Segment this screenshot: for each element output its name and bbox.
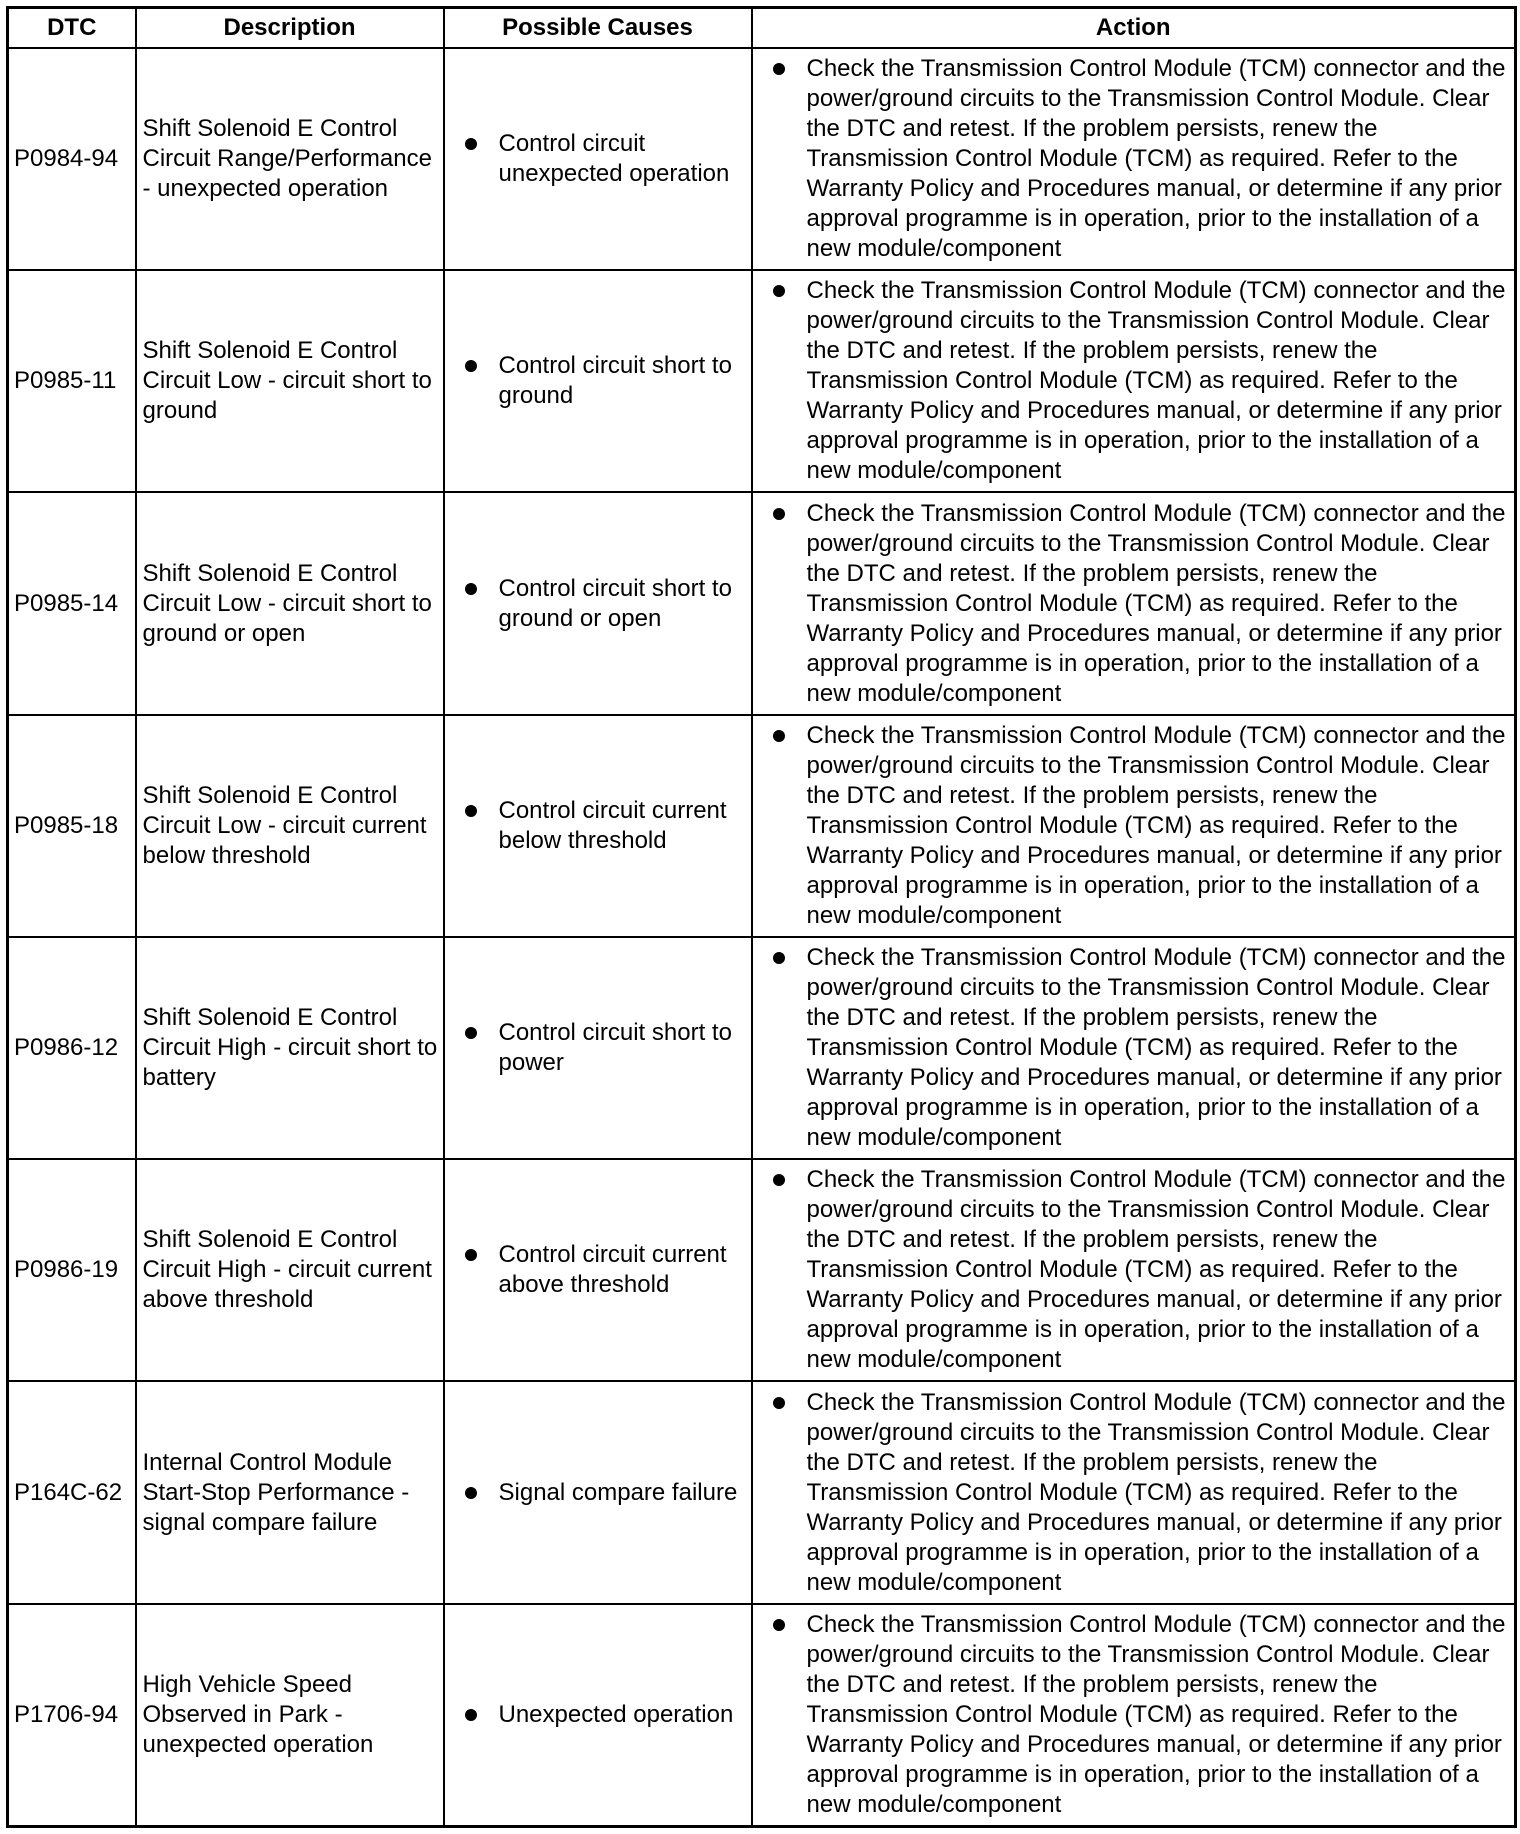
table-row [8,937,1516,1159]
action-item [773,276,1511,486]
bullet-icon [465,1027,477,1039]
bullet-icon [465,583,477,595]
dtc-code: P1706-94 [8,1604,136,1827]
dtc-code: P0984-94 [8,48,136,270]
dtc-code: P0986-19 [8,1159,136,1381]
action-item [773,721,1511,931]
action-item [773,943,1511,1153]
table-row [8,492,1516,714]
action-cell [752,270,1516,492]
table-row [8,715,1516,937]
action-item [773,54,1511,264]
dtc-description: Shift Solenoid E Control Circuit Low - circuit short to ground [136,270,444,492]
bullet-icon [465,360,477,372]
table-row [8,270,1516,492]
action-text: Check the Transmission Control Module (TCM) connector and the power/ground circuits to the Transmission Control Module. Clear the DTC and retest. If the problem persists, renew the Transmission Control Module (TCM) as required. Refer to the Warranty Policy and Procedures manual, or determine if any prior approval programme is in operation, prior to the installation of a new module/component [806,1166,1506,1374]
possible-cause-text: Control circuit current above threshold [498,1241,727,1299]
bullet-icon [773,730,785,742]
dtc-description: Shift Solenoid E Control Circuit High - circuit short to battery [136,937,444,1159]
action-item [773,1388,1511,1598]
possible-cause-item [465,796,747,856]
dtc-code: P0985-14 [8,492,136,714]
possible-cause-text: Signal compare failure [498,1478,738,1506]
possible-cause-text: Control circuit current below threshold [498,796,727,854]
action-text: Check the Transmission Control Module (TCM) connector and the power/ground circuits to the Transmission Control Module. Clear the DTC and retest. If the problem persists, renew the Transmission Control Module (TCM) as required. Refer to the Warranty Policy and Procedures manual, or determine if any prior approval programme is in operation, prior to the installation of a new module/component [806,1610,1506,1818]
action-text: Check the Transmission Control Module (TCM) connector and the power/ground circuits to the Transmission Control Module. Clear the DTC and retest. If the problem persists, renew the Transmission Control Module (TCM) as required. Refer to the Warranty Policy and Procedures manual, or determine if any prior approval programme is in operation, prior to the installation of a new module/component [806,944,1506,1152]
bullet-icon [773,1397,785,1409]
dtc-description: Internal Control Module Start-Stop Performance - signal compare failure [136,1381,444,1603]
action-text: Check the Transmission Control Module (TCM) connector and the power/ground circuits to the Transmission Control Module. Clear the DTC and retest. If the problem persists, renew the Transmission Control Module (TCM) as required. Refer to the Warranty Policy and Procedures manual, or determine if any prior approval programme is in operation, prior to the installation of a new module/component [806,1388,1506,1596]
dtc-code: P0985-11 [8,270,136,492]
dtc-code: P0985-18 [8,715,136,937]
bullet-icon [773,63,785,75]
action-text: Check the Transmission Control Module (TCM) connector and the power/ground circuits to the Transmission Control Module. Clear the DTC and retest. If the problem persists, renew the Transmission Control Module (TCM) as required. Refer to the Warranty Policy and Procedures manual, or determine if any prior approval programme is in operation, prior to the installation of a new module/component [806,55,1506,263]
table-row [8,1604,1516,1827]
possible-cause-item [465,574,747,634]
bullet-icon [465,1709,477,1721]
action-cell [752,1159,1516,1381]
dtc-description: Shift Solenoid E Control Circuit Low - circuit short to ground or open [136,492,444,714]
possible-cause-text: Control circuit short to ground or open [498,574,732,632]
bullet-icon [773,285,785,297]
possible-cause-text: Control circuit unexpected operation [498,130,730,188]
dtc-description: Shift Solenoid E Control Circuit Range/Performance - unexpected operation [136,48,444,270]
possible-cause-item [465,351,747,411]
bullet-icon [773,1174,785,1186]
dtc-description: Shift Solenoid E Control Circuit High - circuit current above threshold [136,1159,444,1381]
dtc-table [6,6,1517,1828]
bullet-icon [465,1249,477,1261]
possible-cause-text: Control circuit short to ground [498,352,732,410]
possible-cause-cell [444,48,752,270]
bullet-icon [465,138,477,150]
action-cell [752,715,1516,937]
table-row [8,1159,1516,1381]
possible-cause-cell [444,270,752,492]
header-possible-causes: Possible Causes [444,8,752,49]
action-text: Check the Transmission Control Module (TCM) connector and the power/ground circuits to the Transmission Control Module. Clear the DTC and retest. If the problem persists, renew the Transmission Control Module (TCM) as required. Refer to the Warranty Policy and Procedures manual, or determine if any prior approval programme is in operation, prior to the installation of a new module/component [806,499,1506,707]
possible-cause-text: Unexpected operation [498,1700,734,1728]
dtc-description: Shift Solenoid E Control Circuit Low - circuit current below threshold [136,715,444,937]
bullet-icon [465,805,477,817]
action-text: Check the Transmission Control Module (TCM) connector and the power/ground circuits to the Transmission Control Module. Clear the DTC and retest. If the problem persists, renew the Transmission Control Module (TCM) as required. Refer to the Warranty Policy and Procedures manual, or determine if any prior approval programme is in operation, prior to the installation of a new module/component [806,277,1506,485]
possible-cause-item [465,129,747,189]
possible-cause-text: Control circuit short to power [498,1019,732,1077]
dtc-code: P0986-12 [8,937,136,1159]
action-item [773,1610,1511,1820]
possible-cause-item [465,1700,747,1730]
bullet-icon [773,1619,785,1631]
possible-cause-item [465,1478,747,1508]
dtc-code: P164C-62 [8,1381,136,1603]
bullet-icon [465,1487,477,1499]
possible-cause-item [465,1018,747,1078]
action-cell [752,492,1516,714]
header-dtc: DTC [8,8,136,49]
possible-cause-cell [444,1159,752,1381]
possible-cause-cell [444,937,752,1159]
action-cell [752,1604,1516,1827]
bullet-icon [773,952,785,964]
table-row [8,48,1516,270]
table-header-row [8,8,1516,49]
action-cell [752,1381,1516,1603]
possible-cause-cell [444,1604,752,1827]
action-item [773,499,1511,709]
possible-cause-cell [444,492,752,714]
bullet-icon [773,508,785,520]
table-row [8,1381,1516,1603]
possible-cause-item [465,1240,747,1300]
possible-cause-cell [444,715,752,937]
dtc-description: High Vehicle Speed Observed in Park - unexpected operation [136,1604,444,1827]
dtc-table-container [6,6,1514,1828]
action-text: Check the Transmission Control Module (TCM) connector and the power/ground circuits to the Transmission Control Module. Clear the DTC and retest. If the problem persists, renew the Transmission Control Module (TCM) as required. Refer to the Warranty Policy and Procedures manual, or determine if any prior approval programme is in operation, prior to the installation of a new module/component [806,721,1506,929]
header-action: Action [752,8,1516,49]
action-item [773,1165,1511,1375]
possible-cause-cell [444,1381,752,1603]
action-cell [752,48,1516,270]
action-cell [752,937,1516,1159]
header-description: Description [136,8,444,49]
